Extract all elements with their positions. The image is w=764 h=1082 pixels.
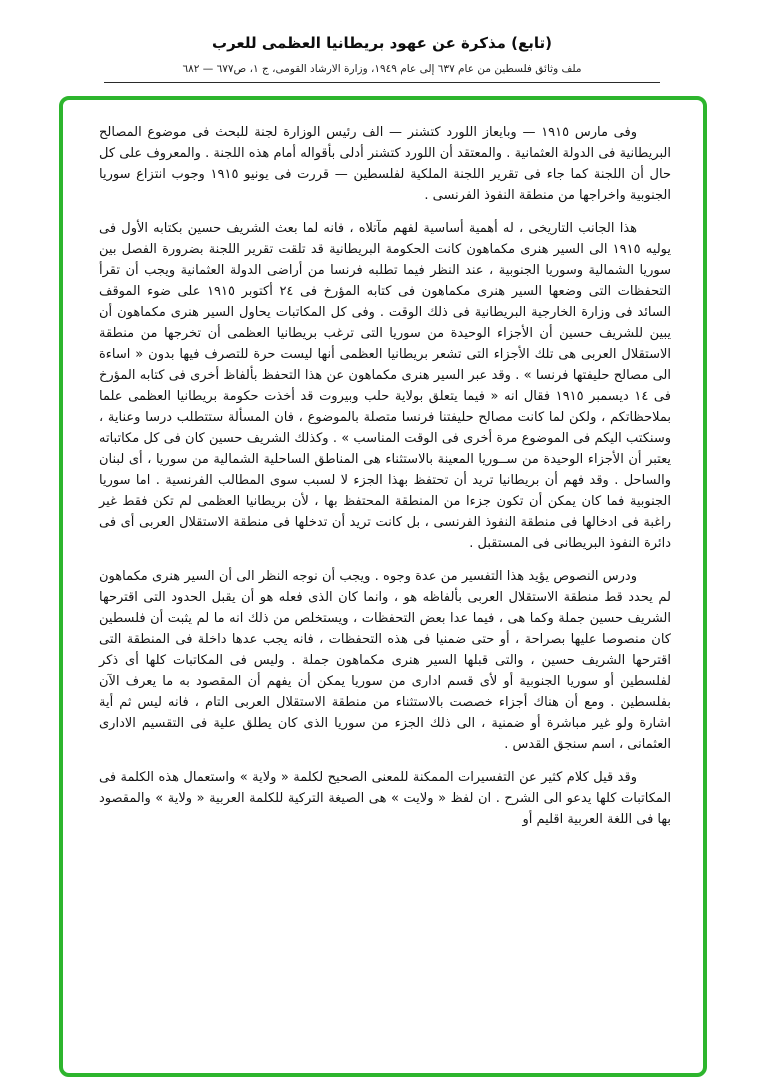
- page-title: (تابع) مذكرة عن عهود بريطانيا العظمى للعرب: [212, 34, 552, 52]
- green-content-frame: [59, 96, 707, 1077]
- header-divider: [104, 82, 660, 83]
- source-citation: ملف وثائق فلسطين من عام ٦٣٧ إلى عام ١٩٤٩، وزارة الارشاد القومى، ج ١، ص٦٧٧ — ٦٨٢: [182, 63, 582, 75]
- page-header: [0, 0, 764, 83]
- paragraph: وقد قيل كلام كثير عن التفسيرات الممكنة للمعنى الصحيح لكلمة « ولاية » واستعمال هذه الكلمة فى المكاتبات كلها يدعو الى الشرح . ان لفظ « ولايت » هى الصيغة التركية للكلمة العربية « ولاية » والمقصود بها فى اللغة العربية اقليم أو: [99, 770, 671, 827]
- document-body: [99, 122, 671, 830]
- paragraph: هذا الجانب التاريخى ، له أهمية أساسية لفهم مآتلاه ، فانه لما بعث الشريف حسين بكتابه الأول فى يوليه ١٩١٥ الى السير هنرى مكماهون كانت الحكومة البريطانية قد تلقت تقرير اللجنة بضرورة الفصل بين سوريا الشمالية وسوريا الجنوبية ، عند النظر فيما تطلبه فرنسا من أراضى الدولة العثمانية ويجب أن تقرأ التحفظات التى وضعها السير هنرى مكماهون فى كتابه المؤرخ فى ٢٤ أكتوبر ١٩١٥ على ضوء الموقف السائد فى وزارة الخارجية البريطانية فى ذلك الوقت . وفى كل المكاتبات يحاول السير هنرى مكماهون أن يبين للشريف حسين أن الأجزاء الوحيدة من سوريا التى ترغب بريطانيا العظمى أن تخرجها من منطقة الاستقلال العربى هى تلك الأجزاء التى تشعر بريطانيا العظمى أنها ليست حرة للتصرف فيها بدون « اساءة الى مصالح حليفتها فرنسا » . وقد عبر السير هنرى مكماهون عن هذا التحفظ بألفاظ أخرى فى كتابه المؤرخ فى ١٤ ديسمبر ١٩١٥ فقال انه « فيما يتعلق بولاية حلب وبيروت قد أخذت حكومة بريطانيا العظمى علما بملاحظاتكم ، ولكن لما كانت مصالح حليفتنا فرنسا متصلة بالموضوع ، فان المسألة ستتطلب درسا وعناية ، وسنكتب اليكم فى الموضوع مرة أخرى فى الوقت المناسب » . وكذلك الشريف حسين كان فى كل مكاتباته يعتبر أن الأجزاء الوحيدة من ســوريا المعينة بالاستثناء هى المناطق الساحلية الشمالية من سوريا ، أى لبنان والساحل . وقد فهم أن بريطانيا تريد أن تحتفظ بهذا الجزء لا لسبب سوى المطالب الفرنسية . اما سوريا الجنوبية فما كان يمكن أن تكون جزءا من المنطقة المحتفظ بها ، لأن بريطانيا العظمى لم تكن فقط غير راغبة فى ادخالها فى منطقة النفوذ الفرنسى ، بل كانت تريد أن تدخلها فى منطقة الاستقلال العربى أى فى دائرة النفوذ البريطانى فى المستقبل .: [99, 221, 671, 551]
- paragraph: وفى مارس ١٩١٥ — وبايعاز اللورد كتشنر — الف رئيس الوزارة لجنة للبحث فى موضوع المصالح البريطانية فى الدولة العثمانية . والمعتقد أن اللورد كتشنر أدلى بأقواله أمام هذه اللجنة . والمعروف على كل حال أن اللجنة كما جاء فى تقرير اللجنة الملكية لفلسطين — قررت فى يونيو ١٩١٥ وجوب انتزاع سوريا الجنوبية واخراجها من منطقة النفوذ الفرنسى .: [99, 125, 672, 203]
- paragraph: ودرس النصوص يؤيد هذا التفسير من عدة وجوه . ويجب أن نوجه النظر الى أن السير هنرى مكماهون لم يحدد قط منطقة الاستقلال العربى بألفاظه هو ، وانما كان الذى فعله هو أن يقبل الحدود التى اقترحها الشريف حسين جملة وكما هى ، فيما عدا بعض التحفظات ، ويستخلص من ذلك انه ما لم يثبت أن فلسطين كان منصوصا عليها بصراحة ، أو حتى ضمنيا فى هذه التحفظات ، فانه يجب عدها داخلة فى المنطقة التى اقترحها الشريف حسين ، والتى قبلها السير هنرى مكماهون جملة . وليس فى المكاتبات كلها أى ذكر لفلسطين أو سوريا الجنوبية أو لأى قسم ادارى من سوريا يمكن أن يفهم أن المقصود به ما يعرف الآن بفلسطين . ومع أن هناك أجزاء خصصت بالاستثناء من منطقة الاستقلال العربى التام ، فانه ليس ثم أية اشارة ولو غير مباشرة أو ضمنية ، الى ذلك الجزء من سوريا الذى كان يطلق علية فى التقسيم الادارى العثمانى ، اسم سنجق القدس .: [99, 569, 671, 752]
